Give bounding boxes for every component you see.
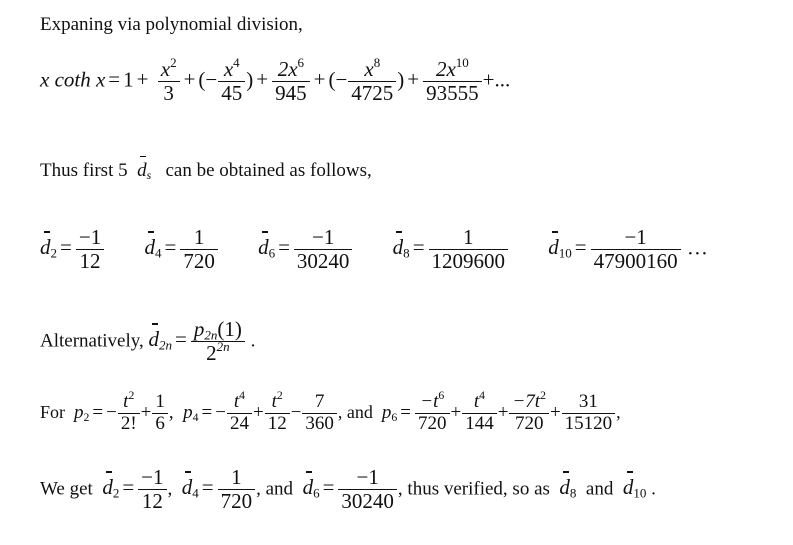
d2-value: $d_2$ = $\frac{-1}{12}$ [40,235,105,259]
polynomials-line: For $p_2$ = − $\frac{t^2}{2!}$ + $\frac{1}{6}$ , $p_4$ = − $\frac{t^4}{24}$ + $\frac{t^2}{12}$ − $\frac{7}{360}$ , and $p_6$ = $\frac{-t^6}{720}$ + $\frac{t^4}{144}$ + $\frac{-7t^2}{720}$ + $\frac{31}{15120}$ , [40,388,621,434]
d4-value: $d_4$ = $\frac{1}{720}$ [144,235,218,259]
d10-value: $d_{10}$ = $\frac{-1}{47900160}$ [548,235,681,259]
term-2x10-over-93555: $\frac{2x^{10}}{93555}$ [423,58,482,105]
term-x2-over-3: $\frac{x^2}{3}$ [158,58,180,105]
thus-line: Thus first 5 $d_s$ can be obtained as follows, [40,160,372,182]
d6-value: $d_6$ = $\frac{-1}{30240}$ [258,235,353,259]
alternative-formula: Alternatively, $d_{2n}$ = $\frac{p_{2n}(1)}{2^{2n}}$ . [40,317,256,366]
term-x8-over-4725: $\frac{x^8}{4725}$ [348,58,396,105]
d-values-row: $d_2$ = $\frac{-1}{12}$ $d_4$ = $\frac{1}{720}$ $d_6$ = $\frac{-1}{30240}$ $d_8$ = $\frac{1}{1209600}$ $d_{10}$ = $\frac{-1}{47900160}$ … [40,225,708,274]
term-x4-over-45: $\frac{x^4}{45}$ [218,58,245,105]
expansion-lhs: x coth x [40,67,106,92]
intro-text: Expaning via polynomial division, [40,14,303,35]
coth-expansion: x coth x = 1 + $\frac{x^2}{3}$ + (− $\frac{x^4}{45}$ ) + $\frac{2x^6}{945}$ + (− $\frac{x^8}{4725}$ ) + $\frac{2x^{10}}{93555}$ +... [40,54,511,106]
d8-value: $d_8$ = $\frac{1}{1209600}$ [393,235,509,259]
term-2x6-over-945: $\frac{2x^6}{945}$ [272,58,310,105]
verification-line: We get $d_2$ = $\frac{-1}{12}$ , $d_4$ = $\frac{1}{720}$ , and $d_6$ = $\frac{-1}{30240}$ , thus verified, so as $d_8$ and $d_{10}$ . [40,465,656,514]
